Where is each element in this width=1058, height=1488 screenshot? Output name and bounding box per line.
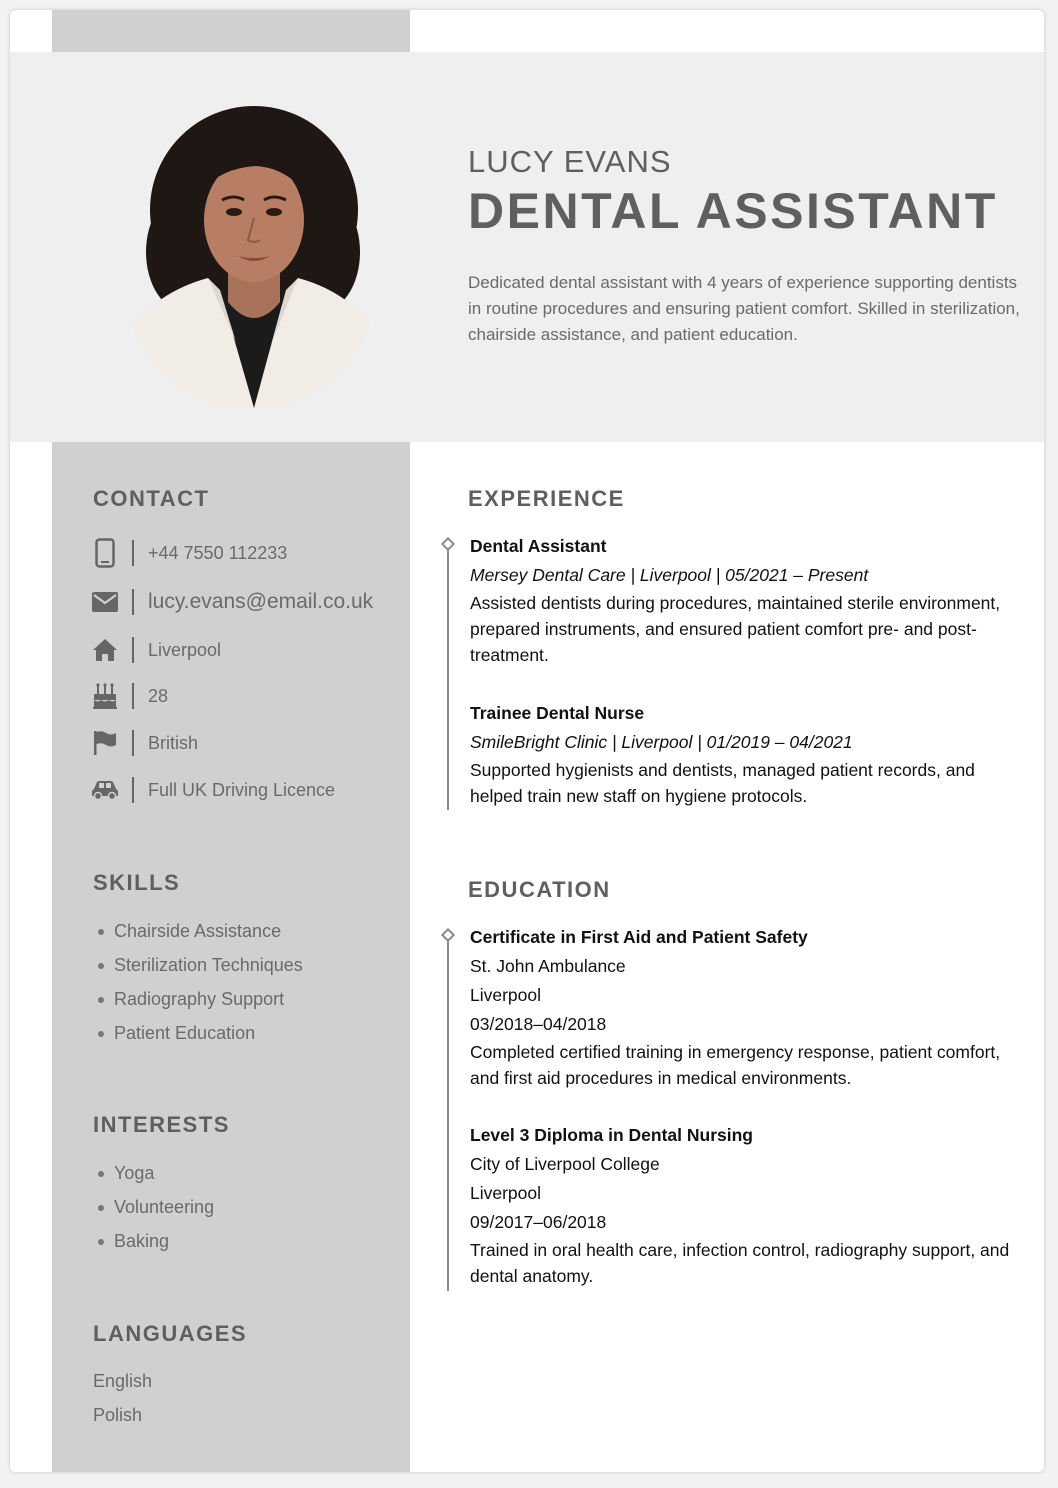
profile-summary: Dedicated dental assistant with 4 years of experience supporting dentists in routine procedures and ensuring patient comfort. Skilled in sterilization, chairside assistance, and patient education. xyxy=(468,273,1020,344)
languages-list xyxy=(93,1364,152,1432)
list-item: Chairside Assistance xyxy=(96,914,303,948)
entry-location: Liverpool xyxy=(470,1183,542,1203)
phone-icon xyxy=(90,538,120,568)
list-item: Volunteering xyxy=(96,1190,214,1224)
entry-title: Trainee Dental Nurse xyxy=(470,703,645,723)
list-item: Yoga xyxy=(96,1156,214,1190)
interests-heading: INTERESTS xyxy=(93,1112,230,1137)
contact-separator xyxy=(132,540,134,566)
education-entry xyxy=(470,923,1030,1091)
contact-licence xyxy=(90,774,400,806)
contact-separator xyxy=(132,589,134,615)
entry-dates: 09/2017–06/2018 xyxy=(470,1212,607,1232)
phone-number: +44 7550 112233 xyxy=(148,542,288,563)
nationality: British xyxy=(148,732,199,753)
contact-phone xyxy=(90,537,400,569)
timeline-marker-icon xyxy=(441,537,455,551)
list-item: Sterilization Techniques xyxy=(96,948,303,982)
education-timeline xyxy=(447,935,449,1291)
entry-description: Assisted dentists during procedures, maintained sterile environment, prepared instruments, and ensured patient comfort pre- and post-treatment. xyxy=(470,593,1001,665)
entry-institution: St. John Ambulance xyxy=(470,956,626,976)
experience-timeline xyxy=(447,544,449,810)
entry-dates: 03/2018–04/2018 xyxy=(470,1014,607,1034)
list-item: Polish xyxy=(93,1405,143,1425)
contact-age xyxy=(90,680,400,712)
list-item: English xyxy=(93,1371,153,1391)
experience-entry xyxy=(470,699,1030,809)
contact-separator xyxy=(132,777,134,803)
interests-list xyxy=(96,1156,214,1258)
age: 28 xyxy=(148,685,169,706)
home-icon xyxy=(90,635,120,665)
entry-location: Liverpool xyxy=(470,985,542,1005)
entry-institution: City of Liverpool College xyxy=(470,1154,660,1174)
entry-subtitle: SmileBright Clinic | Liverpool | 01/2019 – 04/2021 xyxy=(470,732,853,752)
list-item: Radiography Support xyxy=(96,982,303,1016)
email-icon xyxy=(90,587,120,617)
experience-heading: EXPERIENCE xyxy=(468,486,625,511)
languages-heading: LANGUAGES xyxy=(93,1321,248,1346)
contact-email xyxy=(90,586,400,618)
contact-location xyxy=(90,634,400,666)
candidate-name: LUCY EVANS xyxy=(468,144,672,179)
contact-separator xyxy=(132,730,134,756)
entry-description: Supported hygienists and dentists, managed patient records, and helped train new staff on hygiene protocols. xyxy=(470,760,975,806)
skills-list xyxy=(96,914,303,1050)
entry-title: Level 3 Diploma in Dental Nursing xyxy=(470,1125,753,1145)
entry-title: Dental Assistant xyxy=(470,536,607,556)
resume-page xyxy=(10,10,1044,1472)
flag-icon xyxy=(90,728,120,758)
list-item: Baking xyxy=(96,1224,214,1258)
skills-heading: SKILLS xyxy=(93,870,181,895)
experience-entry xyxy=(470,532,1030,668)
contact-nationality xyxy=(90,727,400,759)
driving-licence: Full UK Driving Licence xyxy=(148,779,336,800)
birthday-cake-icon xyxy=(90,681,120,711)
contact-heading: CONTACT xyxy=(93,486,210,511)
contact-separator xyxy=(132,683,134,709)
contact-separator xyxy=(132,637,134,663)
entry-description: Trained in oral health care, infection control, radiography support, and dental anatomy. xyxy=(470,1240,1010,1286)
entry-title: Certificate in First Aid and Patient Safety xyxy=(470,927,808,947)
education-heading: EDUCATION xyxy=(468,877,611,902)
job-title: DENTAL ASSISTANT xyxy=(468,183,998,239)
car-icon xyxy=(90,775,120,805)
entry-subtitle: Mersey Dental Care | Liverpool | 05/2021 – Present xyxy=(470,565,869,585)
entry-description: Completed certified training in emergency response, patient comfort, and first aid procedures in medical environments. xyxy=(470,1042,1001,1088)
education-entry xyxy=(470,1121,1030,1289)
email-address: lucy.evans@email.co.uk xyxy=(148,590,374,613)
timeline-marker-icon xyxy=(441,928,455,942)
profile-photo xyxy=(116,102,386,408)
location: Liverpool xyxy=(148,639,222,660)
list-item: Patient Education xyxy=(96,1016,303,1050)
